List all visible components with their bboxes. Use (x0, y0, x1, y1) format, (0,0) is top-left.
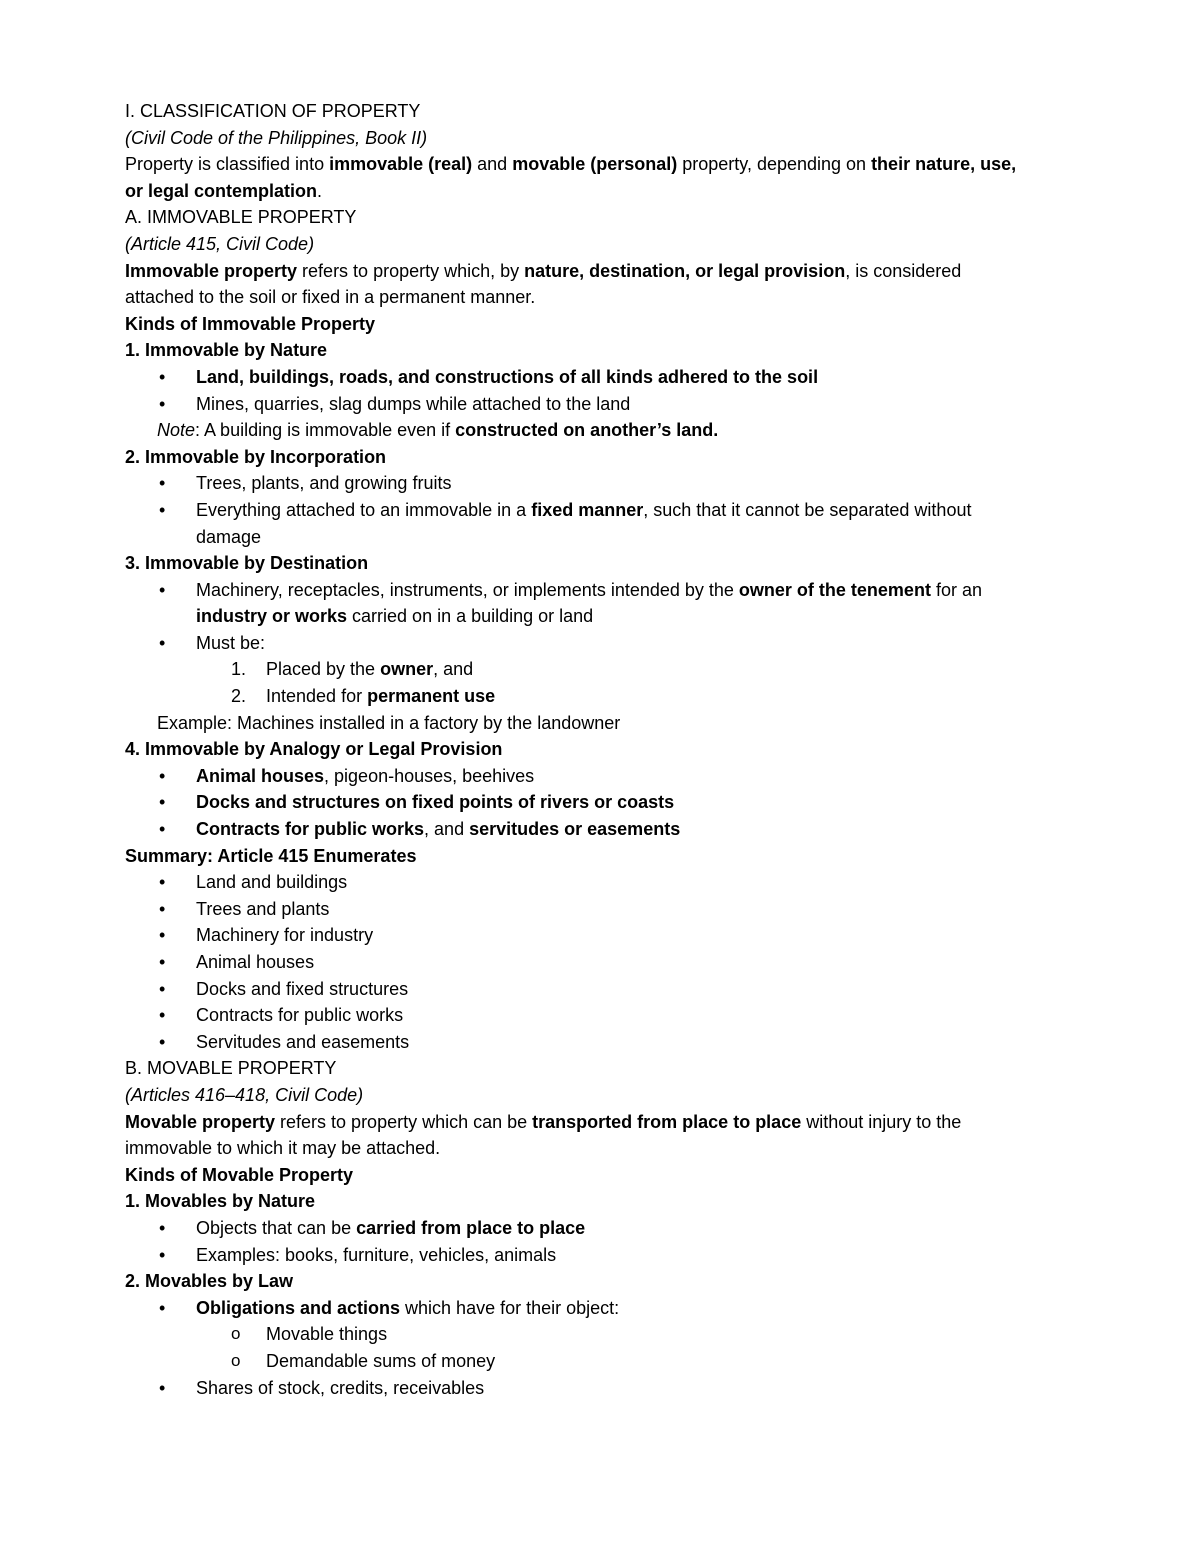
bullet-icon: • (159, 1377, 166, 1398)
bullet-icon: • (159, 632, 166, 653)
section-b-definition: Movable property refers to property which can be transported from place to place without injury to the (125, 1111, 962, 1132)
intro-paragraph-cont: or legal contemplation. (125, 180, 323, 201)
section-b-definition-cont: immovable to which it may be attached. (125, 1138, 441, 1159)
bullet-icon: • (159, 898, 166, 919)
sub-list-item: o Movable things (125, 1321, 1125, 1348)
sub-bullet-icon: o (231, 1350, 241, 1370)
list-item: • Docks and structures on fixed points of rivers or coasts (125, 789, 1125, 816)
list-item: • Machinery for industry (125, 922, 1125, 949)
list-item: • Trees and plants (125, 896, 1125, 923)
sub-list-item: o Demandable sums of money (125, 1348, 1125, 1375)
list-item: • Must be: (125, 630, 1125, 657)
list-item: • Trees, plants, and growing fruits (125, 470, 1125, 497)
sub-bullet-icon: o (231, 1324, 241, 1344)
list-item: • Docks and fixed structures (125, 976, 1125, 1003)
bullet-icon: • (159, 473, 166, 494)
example-line: Example: Machines installed in a factory by the landowner (157, 712, 621, 733)
bullet-icon: • (159, 1031, 166, 1052)
list-item: • Shares of stock, credits, receivables (125, 1375, 1125, 1402)
list-item: • Mines, quarries, slag dumps while attached to the land (125, 391, 1125, 418)
list-item: • Servitudes and easements (125, 1029, 1125, 1056)
page-title: I. CLASSIFICATION OF PROPERTY (125, 101, 421, 121)
list-item: • Machinery, receptacles, instruments, or implements intended by the owner of the tenement for an (125, 577, 1125, 604)
list-item: • Animal houses (125, 949, 1125, 976)
bullet-icon: • (159, 579, 166, 600)
bullet-icon: • (159, 1244, 166, 1265)
section-a-heading: A. IMMOVABLE PROPERTY (125, 207, 357, 228)
document-body (125, 98, 1125, 1401)
section-a-definition: Immovable property refers to property which, by nature, destination, or legal provision, is considered (125, 260, 962, 281)
bullet-icon: • (159, 499, 166, 520)
list-item: • Land, buildings, roads, and constructions of all kinds adhered to the soil (125, 364, 1125, 391)
list-item: • Land and buildings (125, 869, 1125, 896)
list-item-cont: damage (196, 526, 262, 547)
list-item: • Contracts for public works, and servitudes or easements (125, 816, 1125, 843)
kind-3-heading: 3. Immovable by Destination (125, 553, 369, 574)
list-item: • Animal houses, pigeon-houses, beehives (125, 763, 1125, 790)
bullet-icon: • (159, 1217, 166, 1238)
kind-1-heading: 1. Immovable by Nature (125, 340, 328, 361)
note-line: Note: A building is immovable even if constructed on another’s land. (157, 420, 719, 441)
bullet-icon: • (159, 393, 166, 414)
summary-heading: Summary: Article 415 Enumerates (125, 845, 417, 866)
bullet-icon: • (159, 872, 166, 893)
numbered-item: 1. Placed by the owner, and (231, 659, 474, 680)
movable-kind-2-heading: 2. Movables by Law (125, 1271, 294, 1292)
list-item-cont: industry or works carried on in a building or land (196, 606, 594, 627)
section-b-source: (Articles 416–418, Civil Code) (125, 1084, 364, 1105)
section-a-definition-cont: attached to the soil or fixed in a permanent manner. (125, 287, 536, 308)
bullet-icon: • (159, 952, 166, 972)
list-item: • Obligations and actions which have for their object: (125, 1295, 1125, 1322)
bullet-icon: • (159, 765, 166, 786)
bullet-icon: • (159, 366, 166, 387)
bullet-icon: • (159, 1005, 166, 1026)
kind-4-heading: 4. Immovable by Analogy or Legal Provision (125, 739, 503, 760)
bullet-icon: • (159, 925, 166, 946)
bullet-icon: • (159, 792, 166, 813)
intro-paragraph: Property is classified into immovable (real) and movable (personal) property, depending on their nature, use, (125, 154, 1017, 175)
list-item: • Examples: books, furniture, vehicles, animals (125, 1242, 1125, 1269)
section-a-source: (Article 415, Civil Code) (125, 233, 315, 254)
bullet-icon: • (159, 978, 166, 999)
source-citation: (Civil Code of the Philippines, Book II) (125, 127, 428, 148)
movable-kind-1-heading: 1. Movables by Nature (125, 1191, 316, 1212)
kinds-movable-heading: Kinds of Movable Property (125, 1164, 354, 1185)
section-b-heading: B. MOVABLE PROPERTY (125, 1058, 337, 1079)
kinds-immovable-heading: Kinds of Immovable Property (125, 313, 376, 334)
list-item: • Contracts for public works (125, 1002, 1125, 1029)
list-item: • Objects that can be carried from place to place (125, 1215, 1125, 1242)
bullet-icon: • (159, 1297, 166, 1318)
list-item: • Everything attached to an immovable in a fixed manner, such that it cannot be separated without (125, 497, 1125, 524)
numbered-item: 2. Intended for permanent use (231, 686, 496, 707)
bullet-icon: • (159, 819, 166, 840)
kind-2-heading: 2. Immovable by Incorporation (125, 446, 387, 467)
